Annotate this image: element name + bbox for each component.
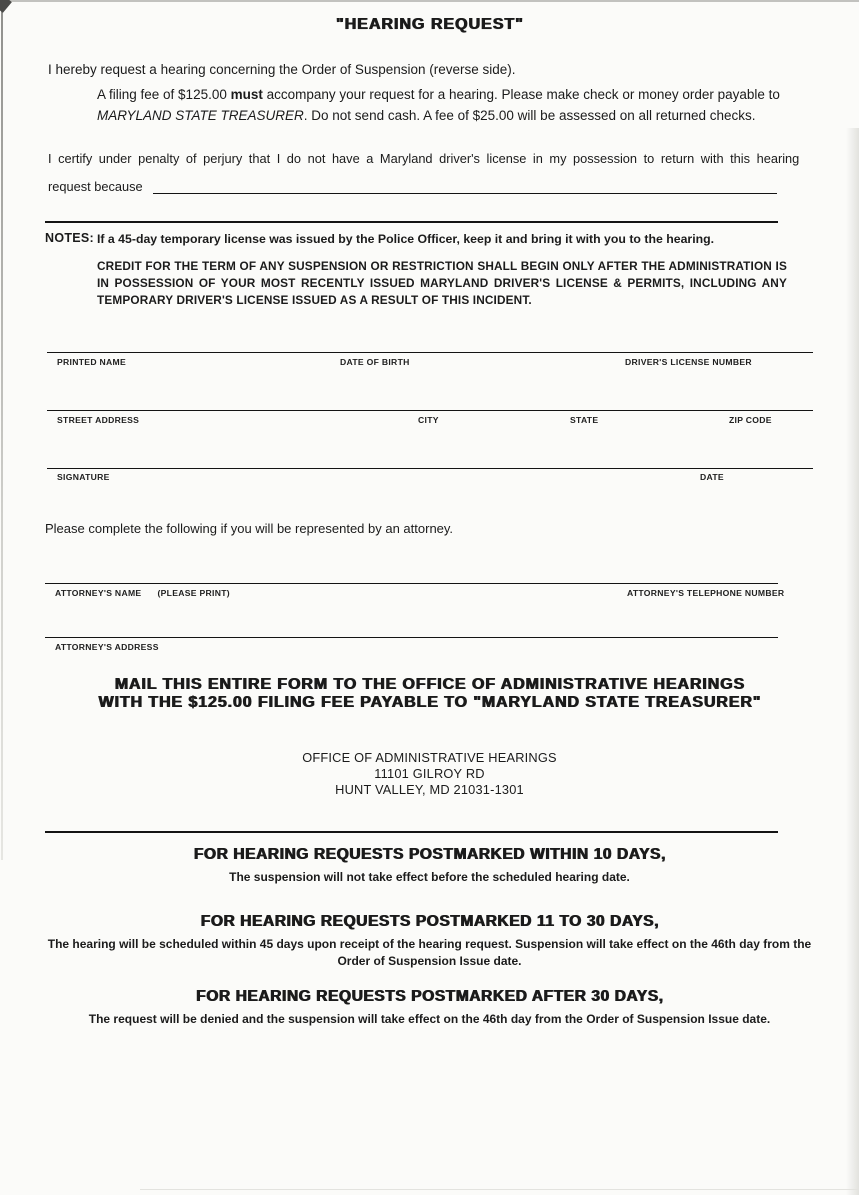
- deadline-body-after-30-days: The request will be denied and the suspension will take effect on the 46th day from the Order of Suspension Issue date.: [88, 1012, 771, 1026]
- field-line-row1: [47, 352, 813, 353]
- filing-fee-paragraph: [97, 84, 789, 126]
- deadline-body-within-10-days: The suspension will not take effect before the scheduled hearing date.: [229, 870, 630, 884]
- form-title: "HEARING REQUEST": [335, 16, 524, 33]
- attorney-phone-label: ATTORNEY'S TELEPHONE NUMBER: [627, 588, 785, 598]
- note-credit-for-term: CREDIT FOR THE TERM OF ANY SUSPENSION OR RESTRICTION SHALL BEGIN ONLY AFTER THE ADMINISTRATION IS IN POSSESSION OF YOUR MOST RECENTLY ISSUED MARYLAND DRIVER'S LICENSE & PERMITS, INCLUDING ANY TEMPORARY DRIVER'S LICENSE ISSUED AS A RESULT OF THIS INCIDENT.: [97, 259, 787, 307]
- zip-code-label: ZIP CODE: [729, 415, 772, 425]
- fee-text-treasurer: MARYLAND STATE TREASURER: [97, 108, 304, 123]
- fee-text-must: must: [230, 87, 263, 102]
- notes-label: NOTES:: [45, 231, 95, 245]
- deadline-heading-within-10-days: FOR HEARING REQUESTS POSTMARKED WITHIN 10 DAYS,: [193, 846, 666, 863]
- signature-label: SIGNATURE: [57, 472, 110, 482]
- attorney-name-label-row: [55, 588, 230, 598]
- scan-corner-artifact: [0, 0, 12, 13]
- mailing-address-block: [0, 750, 859, 798]
- attorney-name-label: ATTORNEY'S NAME: [55, 588, 142, 598]
- reason-blank-line-2: [45, 221, 778, 223]
- scan-right-edge-shadow: [846, 128, 859, 1195]
- drivers-license-number-label: DRIVER'S LICENSE NUMBER: [625, 357, 752, 367]
- note-temporary-license: If a 45-day temporary license was issued by the Police Officer, keep it and bring it with you to the hearing.: [97, 232, 715, 246]
- deadline-heading-11-to-30-days: FOR HEARING REQUESTS POSTMARKED 11 TO 30 DAYS,: [200, 913, 659, 930]
- scan-top-edge-artifact: [0, 0, 859, 2]
- reason-blank-line: [153, 178, 777, 194]
- attorney-address-line: [45, 637, 778, 638]
- certify-line1: I certify under penalty of perjury that I do not have a Maryland driver's license in my possession to return with this hearing: [48, 151, 800, 166]
- intro-paragraph: I hereby request a hearing concerning the Order of Suspension (reverse side).: [48, 62, 516, 77]
- date-of-birth-label: DATE OF BIRTH: [340, 357, 410, 367]
- field-line-row3: [47, 468, 813, 469]
- attorney-name-line: [45, 583, 778, 584]
- city-label: CITY: [418, 415, 439, 425]
- section-separator-line: [45, 831, 778, 833]
- fee-text-2: accompany your request for a hearing. Please make check or money order payable to: [262, 87, 780, 102]
- mail-instruction-heading: [0, 676, 859, 712]
- mailing-address-street: 11101 GILROY RD: [374, 766, 485, 781]
- deadline-heading-after-30-days: FOR HEARING REQUESTS POSTMARKED AFTER 30 DAYS,: [195, 988, 664, 1005]
- date-label: DATE: [700, 472, 724, 482]
- mail-instruction-line2: WITH THE $125.00 FILING FEE PAYABLE TO "MARYLAND STATE TREASURER": [98, 694, 761, 711]
- attorney-instruction: Please complete the following if you will be represented by an attorney.: [45, 521, 454, 536]
- mailing-address-city: HUNT VALLEY, MD 21031-1301: [335, 782, 524, 797]
- mail-instruction-line1: MAIL THIS ENTIRE FORM TO THE OFFICE OF ADMINISTRATIVE HEARINGS: [114, 676, 745, 693]
- scan-bottom-edge-artifact: [140, 1189, 859, 1190]
- street-address-label: STREET ADDRESS: [57, 415, 140, 425]
- attorney-address-label: ATTORNEY'S ADDRESS: [55, 642, 159, 652]
- scan-left-edge-artifact: [1, 0, 3, 860]
- state-label: STATE: [570, 415, 599, 425]
- fee-text-3: . Do not send cash. A fee of $25.00 will be assessed on all returned checks.: [303, 108, 756, 123]
- fee-text-1: A filing fee of $125.00: [97, 87, 231, 102]
- attorney-name-hint: (PLEASE PRINT): [157, 588, 230, 598]
- certify-because-label: request because: [48, 179, 143, 194]
- field-line-row2: [47, 410, 813, 411]
- certify-line2: [48, 178, 777, 194]
- deadline-body-11-to-30-days: The hearing will be scheduled within 45 days upon receipt of the hearing request. Suspension will take effect on the 46th day from the Order of Suspension Issue date.: [47, 937, 812, 968]
- printed-name-label: PRINTED NAME: [57, 357, 127, 367]
- mailing-address-org: OFFICE OF ADMINISTRATIVE HEARINGS: [302, 750, 557, 765]
